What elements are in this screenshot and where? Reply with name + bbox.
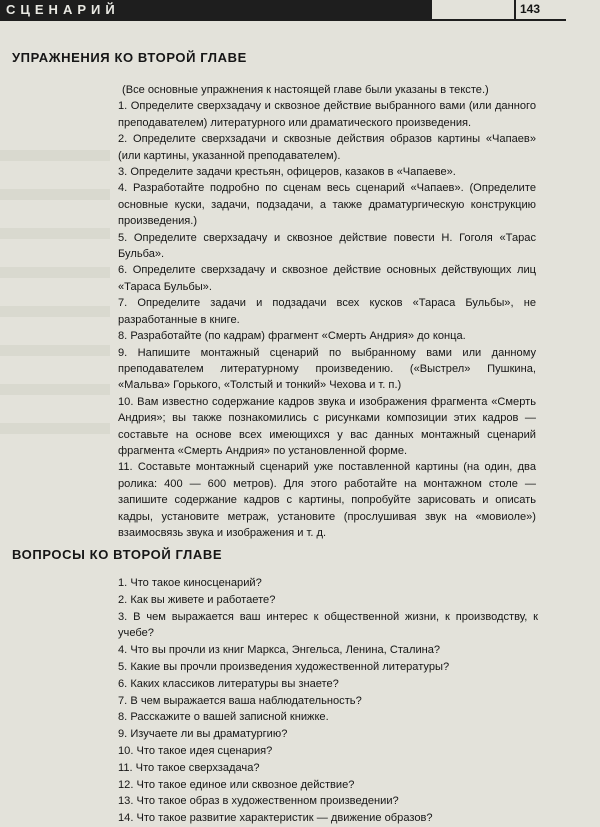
running-head: СЦЕНАРИЙ [6, 2, 120, 17]
exercise-item: 5. Определите сверхзадачу и сквозное действие повести Н. Гоголя «Тарас Бульба». [118, 231, 536, 261]
header-bar [0, 0, 432, 21]
exercises-intro: (Все основные упражнения к настоящей главе были указаны в тексте.) [122, 84, 489, 96]
question-item: 2. Как вы живете и работаете? [118, 593, 276, 606]
question-item: 9. Изучаете ли вы драматургию? [118, 728, 288, 741]
header-rule [432, 19, 566, 21]
bleed-through-marks [0, 150, 110, 462]
question-item: 1. Что такое киносценарий? [118, 577, 262, 589]
page-header [0, 0, 600, 22]
question-item: 12. Что такое единое или сквозное действие? [118, 778, 355, 791]
exercise-item: 3. Определите задачи крестьян, офицеров, казаков в «Чапаеве». [118, 166, 456, 179]
question-item: 10. Что такое идея сценария? [118, 744, 273, 757]
exercises-block [118, 82, 536, 541]
exercise-item: 6. Определите сверхзадачу и сквозное действие основных действующих лиц «Тараса Бульбы». [118, 264, 536, 293]
question-item: 11. Что такое сверхзадача? [118, 761, 260, 774]
question-item: 4. Что вы прочли из книг Маркса, Энгельса, Ленина, Сталина? [118, 644, 441, 657]
exercise-item: 11. Составьте монтажный сценарий уже поставленной картины (на один, два ролика: 400 — 600 метров). Для этого работайте на монтажном столе — запишите содержание кадров с картины, попробуйте зарисовать и описать кадры, установите метраж, установите (прослушивая звук на «мовиоле») взаимосвязь звука и изображения и т. д. [118, 461, 536, 539]
exercise-item: 4. Разработайте подробно по сценам весь сценарий «Чапаев». (Определите основные куски, задачи, подзадачи, а также драматургическую конструкцию произведения.) [118, 182, 536, 228]
section-title-questions: ВОПРОСЫ КО ВТОРОЙ ГЛАВЕ [12, 547, 223, 562]
question-item: 14. Что такое развитие характеристик — движение образов? [118, 812, 433, 825]
exercise-item: 1. Определите сверхзадачу и сквозное действие выбранного вами (или данного преподавателем) литературного или драматического произведения. [118, 100, 536, 129]
exercise-item: 10. Вам известно содержание кадров звука и изображения фрагмента «Смерть Андрия»; вы также познакомились с рисунками композиции этих кадров — составьте на основе всех имеющихся у вас данных монтажный сценарий фрагмента «Смерть Андрия» по установленной форме. [118, 395, 536, 457]
header-divider [514, 0, 516, 21]
question-item: 13. Что такое образ в художественном произведении? [118, 795, 399, 808]
page-number: 143 [520, 2, 541, 16]
question-item: 8. Расскажите о вашей записной книжке. [118, 711, 329, 724]
exercise-item: 2. Определите сверхзадачи и сквозные действия образов картины «Чапаев» (или картины, указанной преподавателем). [118, 133, 536, 162]
exercise-item: 9. Напишите монтажный сценарий по выбранному вами или данному преподавателем литературному произведению. («Выстрел» Пушкина, «Мальва» Горького, «Толстый и тонкий» Чехова и т. п.) [118, 346, 536, 392]
exercise-item: 7. Определите задачи и подзадачи всех кусков «Тараса Бульбы», не разработанные в книге. [118, 297, 536, 326]
question-item: 5. Какие вы прочли произведения художественной литературы? [118, 660, 450, 673]
question-item: 7. В чем выражается ваша наблюдательность? [118, 694, 362, 707]
questions-list [118, 575, 538, 827]
question-item: 3. В чем выражается ваш интерес к общественной жизни, к производству, к учебе? [118, 610, 538, 640]
exercise-item: 8. Разработайте (по кадрам) фрагмент «Смерть Андрия» до конца. [118, 330, 466, 343]
section-title-exercises: УПРАЖНЕНИЯ КО ВТОРОЙ ГЛАВЕ [12, 50, 247, 65]
question-item: 6. Каких классиков литературы вы знаете? [118, 677, 339, 690]
